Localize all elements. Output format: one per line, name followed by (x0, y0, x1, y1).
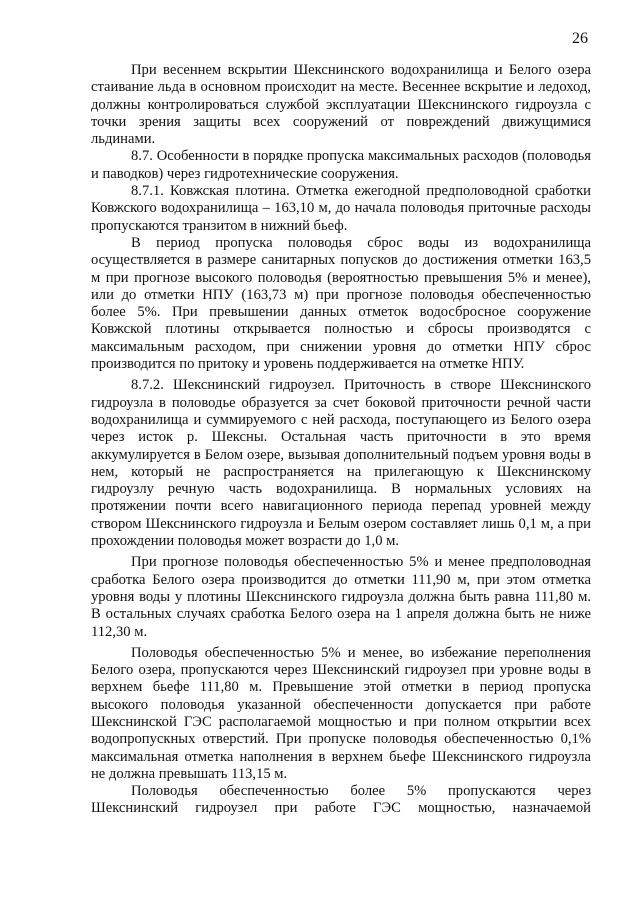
paragraph-kovzha-flood-discharge: В период пропуска половодья сброс воды из водохранилища осуществляется в размере санитарных попусков до достижения отметки 163,5 м при прогнозе высокого половодья (вероятностью превышения 5% и менее), или до отметки НПУ (163,73 м) при прогнозе половодья обеспеченностью более 5%. При превышении данных отметок водосбросное сооружение Ковжской плотины открывается полностью и сбросы производятся с максимальным расходом, при снижении уровня до отметки НПУ сброс производится по притоку и уровень поддерживается на отметке НПУ. (91, 234, 591, 373)
paragraph-section-8-7-1: 8.7.1. Ковжская плотина. Отметка ежегодной предполоводной сработки Ковжского водохранилища – 163,10 м, до начала половодья приточные расходы пропускаются транзитом в нижний бьеф. (91, 183, 591, 234)
paragraph-section-8-7: 8.7. Особенности в порядке пропуска максимальных расходов (половодья и паводков) через гидротехнические сооружения. (91, 148, 591, 182)
paragraph-ice-breakup: При весеннем вскрытии Шекснинского водохранилища и Белого озера стаивание льда в основном происходит на месте. Весеннее вскрытие и ледоход, должны контролироваться службой эксплуатации Шекснинского гидроузла с точки зрения защиты всех сооружений от повреждений движущимися льдинами. (91, 62, 591, 148)
document-body (91, 62, 591, 818)
paragraph-section-8-7-2: 8.7.2. Шекснинский гидроузел. Приточность в створе Шекснинского гидроузла в половодье образуется за счет боковой приточности речной части водохранилища и суммируемого с ней расхода, поступающего из Белого озера через исток р. Шексны. Остальная часть приточности в это время аккумулируется в Белом озере, вызывая дополнительный подъем уровня воды в нем, который не распространяется на прилегающую к Шекснинскому гидроузлу речную часть водохранилища. В нормальных условиях на протяжении почти всего навигационного периода перепад уровней между створом Шекснинского гидроузла и Белым озером составляет лишь 0,1 м, а при прохождении половодья может возрасти до 1,0 м. (91, 377, 591, 550)
paragraph-flood-passage-over-5-percent: Половодья обеспеченностью более 5% пропускаются через Шекснинский гидроузел при работе ГЭС мощностью, назначаемой (91, 783, 591, 817)
paragraph-beloye-lake-drawdown: При прогнозе половодья обеспеченностью 5% и менее предполоводная сработка Белого озера производится до отметки 111,90 м, при этом отметка уровня воды у плотины Шекснинского гидроузла должна быть равна 111,80 м. В остальных случаях сработка Белого озера на 1 апреля должна быть не ниже 112,30 м. (91, 554, 591, 640)
page-number: 26 (572, 30, 588, 47)
paragraph-flood-passage-5-percent: Половодья обеспеченностью 5% и менее, во избежание переполнения Белого озера, пропускаются через Шекснинский гидроузел при уровне воды в верхнем бьефе 111,80 м. Превышение этой отметки в период пропуска высокого половодья указанной обеспеченности допускается при работе Шекснинской ГЭС располагаемой мощностью и при полном открытии всех водопропускных отверстий. При пропуске половодья обеспеченностью 0,1% максимальная отметка наполнения в верхнем бьефе Шекснинского гидроузла не должна превышать 113,15 м. (91, 644, 591, 782)
